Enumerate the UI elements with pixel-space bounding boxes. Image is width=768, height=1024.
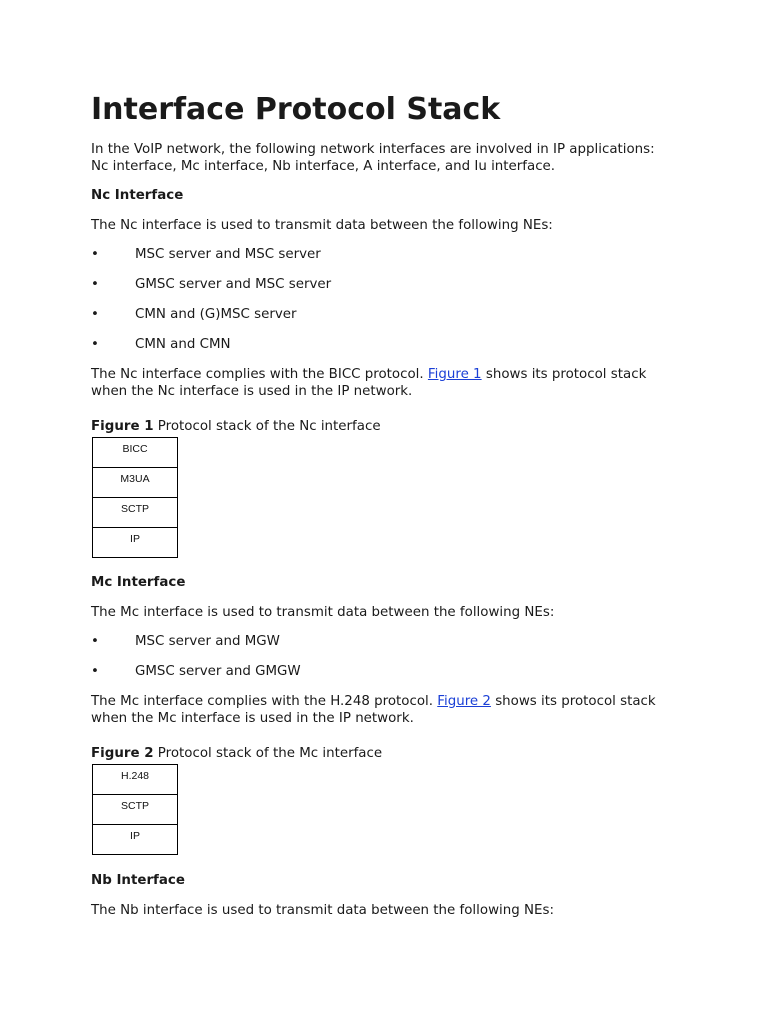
bullet-icon: • (91, 337, 99, 352)
stack-layer-h248: H.248 (93, 765, 177, 795)
nc-heading: Nc Interface (91, 188, 184, 203)
intro-line-1: In the VoIP network, the following network interfaces are involved in IP applications: (91, 142, 655, 157)
mc-description: The Mc interface is used to transmit data between the following NEs: (91, 605, 555, 620)
stack-layer-ip: IP (93, 528, 177, 558)
nb-heading: Nb Interface (91, 873, 185, 888)
stack-layer-sctp: SCTP (93, 795, 177, 825)
list-item: • GMSC server and MSC server (91, 277, 332, 292)
mc-protocol-paragraph: The Mc interface complies with the H.248 protocol. Figure 2 shows its protocol stack when the Mc interface is used in the IP network. (91, 694, 656, 726)
nc-description: The Nc interface is used to transmit data between the following NEs: (91, 218, 553, 233)
page-title: Interface Protocol Stack (91, 92, 501, 127)
figure-1-caption: Figure 1 Protocol stack of the Nc interface (91, 419, 381, 434)
bullet-icon: • (91, 277, 99, 292)
bullet-icon: • (91, 247, 99, 262)
nc-protocol-paragraph: The Nc interface complies with the BICC protocol. Figure 1 shows its protocol stack when the Nc interface is used in the IP network. (91, 367, 647, 399)
figure-2-caption: Figure 2 Protocol stack of the Mc interface (91, 746, 383, 761)
stack-layer-m3ua: M3UA (93, 468, 177, 498)
bullet-icon: • (91, 307, 99, 322)
list-item: • CMN and CMN (91, 337, 231, 352)
stack-layer-bicc: BICC (93, 438, 177, 468)
mc-heading: Mc Interface (91, 575, 186, 590)
bullet-icon: • (91, 634, 99, 649)
list-item: • GMSC server and GMGW (91, 664, 301, 679)
nb-description: The Nb interface is used to transmit data between the following NEs: (91, 903, 554, 918)
list-item: • MSC server and MGW (91, 634, 280, 649)
stack-layer-sctp: SCTP (93, 498, 177, 528)
bullet-icon: • (91, 664, 99, 679)
list-item: • MSC server and MSC server (91, 247, 321, 262)
nc-protocol-stack-diagram (92, 437, 178, 558)
figure-1-link[interactable]: Figure 1 (427, 367, 482, 382)
list-item: • CMN and (G)MSC server (91, 307, 297, 322)
intro-line-2: Nc interface, Mc interface, Nb interface, A interface, and Iu interface. (91, 159, 556, 174)
stack-layer-ip: IP (93, 825, 177, 855)
figure-2-link[interactable]: Figure 2 (437, 694, 491, 709)
mc-protocol-stack-diagram (92, 764, 178, 855)
intro-paragraph (91, 141, 691, 175)
